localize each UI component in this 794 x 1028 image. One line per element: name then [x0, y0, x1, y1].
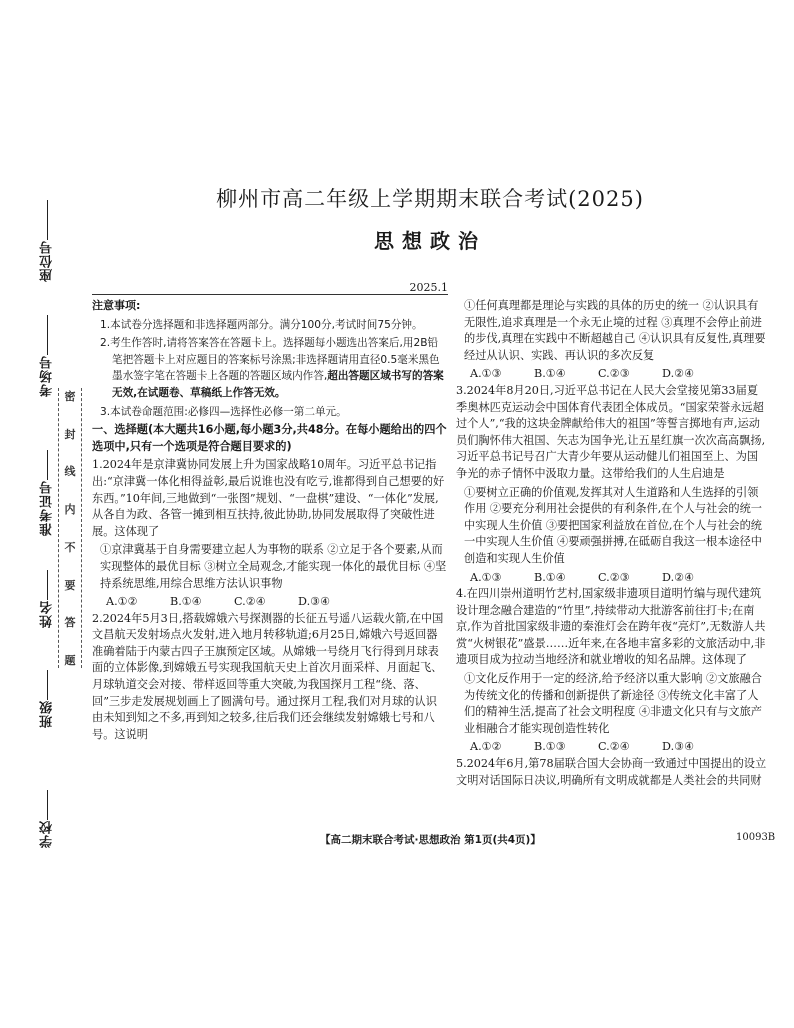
- choice-d: D.③④: [662, 740, 695, 754]
- choice-c: C.②④: [598, 740, 630, 754]
- choice-b: B.①④: [170, 595, 202, 609]
- choice-b: B.①④: [534, 367, 566, 381]
- exam-room-field: [38, 315, 56, 397]
- question-4-choices: [456, 739, 768, 756]
- exam-date: 2025.1: [409, 281, 448, 294]
- notice-item: 1.本试卷分选择题和非选择题两部分。满分100分,考试时间75分钟。: [100, 318, 423, 331]
- question-2-options: ①任何真理都是理论与实践的具体的历史的统一 ②认识具有无限性,追求真理是一个永无止境的过程 ③真理不会停止前进的步伐,真理在实践中不断超越自己 ④认识具有反复性,真理要经过从认识、实践、再认识的多次反复: [464, 299, 766, 362]
- subject-title: 思想政治: [374, 229, 486, 253]
- question-3-choices: [456, 570, 768, 587]
- name-label: 姓名: [39, 600, 55, 628]
- choice-d: D.③④: [298, 595, 331, 609]
- section-heading: 一、选择题(本大题共16小题,每小题3分,共48分。在每小题给出的四个选项中,只有一个选项是符合题目要求的): [92, 423, 447, 453]
- question-5-stem: 5.2024年6月,第78届联合国大会协商一致通过中国提出的设立文明对话国际日决议,明确所有文明成就都是人类社会的共同财: [456, 757, 767, 787]
- question-3-options: ①要树立正确的价值观,发挥其对人生道路和人生选择的引领作用 ②要充分利用社会提供的有利条件,在个人与社会的统一中实现人生价值 ③要把国家利益放在首位,在个人与社会的统一中实现人生价值 ④要顽强拼搏,在砥砺自我这一根本途径中创造和实现人生价值: [464, 485, 762, 565]
- choice-c: C.②③: [598, 367, 630, 381]
- choice-b: B.①③: [534, 740, 566, 754]
- school-field: [38, 790, 56, 848]
- choice-b: B.①④: [534, 570, 566, 584]
- seal-text: 密 封 线 内 不 要 答 题: [64, 390, 76, 667]
- left-column: [92, 298, 448, 745]
- choice-d: D.②④: [662, 367, 695, 381]
- class-label: 班级: [39, 700, 55, 728]
- exam-id-field: [38, 450, 56, 536]
- exam-title: 柳州市高二年级上学期期末联合考试(2025): [216, 187, 644, 211]
- choice-c: C.②③: [598, 570, 630, 584]
- question-2-choices: [456, 366, 768, 383]
- exam-room-label: 考场号: [39, 355, 55, 397]
- header-rule: [92, 294, 448, 295]
- question-1-options: ①京津冀基于自身需要建立起人为事物的联系 ②立足于各个要素,从而实现整体的最优目标 ③树立全局观念,才能实现一体化的最优目标 ④坚持系统思维,用综合思维方法认识事物: [100, 543, 447, 590]
- question-4-options: ①文化反作用于一定的经济,给予经济以重大影响 ②文旅融合为传统文化的传播和创新提供了新途径 ③传统文化丰富了人们的精神生活,提高了社会文明程度 ④非遗文化只有与文旅产业相融合才能实现创造性转化: [464, 672, 762, 735]
- class-field: [38, 670, 56, 728]
- right-column: [456, 298, 768, 791]
- question-1-stem: 1.2024年是京津冀协同发展上升为国家战略10周年。习近平总书记指出:“京津冀一体化相得益彰,最后说谁也没有吃亏,谁都得到自己想要的好东西。”10年间,三地做到“一张图”规划、“一盘棋”建设、“一体化”发展,从各自为政、各管一摊到相互扶持,彼此协助,协同发展取得了突破性进展。这体现了: [92, 458, 445, 538]
- page-footer: 【高二期末联合考试·思想政治 第1页(共4页)】: [320, 834, 541, 846]
- seal-line: [58, 388, 82, 668]
- question-2-stem: 2.2024年5月3日,搭载嫦娥六号探测器的长征五号遥八运载火箭,在中国文昌航天发射场点火发射,进入地月转移轨道;6月25日,嫦娥六号返回器准确着陆于内蒙古四子王旗预定区域。从嫦娥一号绕月飞行得到月球表面的立体影像,到嫦娥五号实现我国航天史上首次月面采样、月面起飞、月球轨道交会对接、带样返回等重大突破,为我国探月工程“绕、落、回”三步走发展规划画上了圆满句号。通过探月工程,我们对月球的认识由未知到知之不多,再到知之较多,往后我们还会继续发射嫦娥七号和八号。这说明: [92, 611, 444, 741]
- choice-c: C.②④: [234, 595, 266, 609]
- question-1-choices: [92, 594, 448, 611]
- school-label: 学校: [39, 820, 55, 848]
- seat-label: 座位号: [39, 240, 55, 282]
- name-field: [38, 570, 56, 628]
- question-3-stem: 3.2024年8月20日,习近平总书记在人民大会堂接见第33届夏季奥林匹克运动会中国体育代表团全体成员。“国家荣誉永远超过个人”,“我的这块金牌献给伟大的祖国”等誓言掷地有声,运动员们胸怀伟大祖国、矢志为国争光,让五星红旗一次次高高飘扬,习近平总书记号召广大青少年要从运动健儿们祖国至上、为国争光的赤子情怀中汲取力量。这带给我们的人生启迪是: [456, 383, 766, 480]
- seat-field: [38, 200, 56, 282]
- choice-a: A.①③: [470, 367, 502, 381]
- notice-item: 3.本试卷命题范围:必修四—选择性必修一第二单元。: [100, 405, 347, 418]
- choice-d: D.②④: [662, 570, 695, 584]
- choice-a: A.①②: [106, 595, 138, 609]
- question-4-stem: 4.在四川崇州道明竹艺村,国家级非遗项目道明竹编与现代建筑设计理念融合建造的“竹里”,持续带动大批游客前往打卡;在南京,作为首批国家级非遗的秦淮灯会在跨年夜“亮灯”,无数游人共赏“火树银花”盛景……近年来,在各地丰富多彩的文旅活动中,非遗项目成为拉动当地经济和就业增收的知名品牌。这体现了: [456, 587, 766, 667]
- choice-a: A.①②: [470, 740, 502, 754]
- notice-heading: 注意事项:: [92, 299, 141, 312]
- notice-item: 2.考生作答时,请将答案答在答题卡上。选择题每小题选出答案后,用2B铅笔把答题卡上对应题目的答案标号涂黑;非选择题请用直径0.5毫米黑色墨水签字笔在答题卡上各题的答题区域内作答,超出答题区域书写的答案无效,在试题卷、草稿纸上作答无效。: [100, 337, 444, 399]
- paper-code: 10093B: [736, 832, 776, 843]
- exam-id-label: 准考证号: [39, 480, 55, 536]
- choice-a: A.①③: [470, 570, 502, 584]
